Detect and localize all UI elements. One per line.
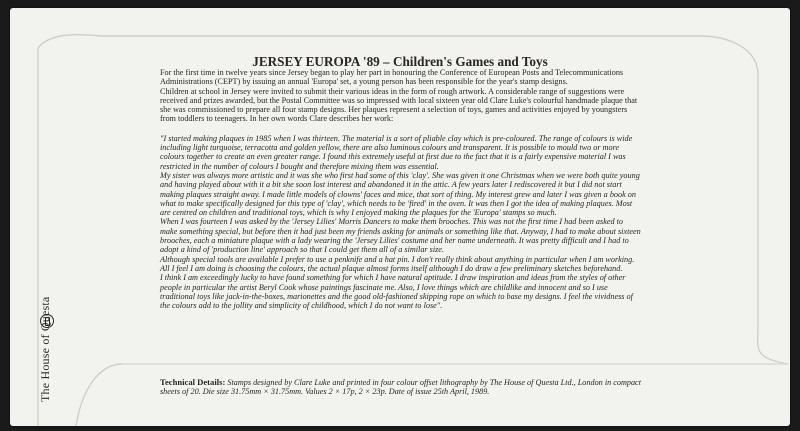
technical-details: [160, 378, 642, 397]
quote-paragraph: Although special tools are available I prefer to use a penknife and a hat pin. I don't really think about anything in particular when I am working. All I feel I am doing is choosing the colours, the actual plaque almost forms itself although I do draw a few preliminary sketches beforehand.: [160, 254, 635, 273]
article-body: [160, 68, 642, 310]
intro-paragraph: Children at school in Jersey were invited to submit their various ideas in the form of rough artwork. A considerable range of suggestions were received and prizes awarded, but the Postal Committee was so impressed with local sixteen year old Clare Luke's colourful handmade plaque that she was commissioned to prepare all four stamp designs. Her plaques represent a selection of toys, games and activities enjoyed by youngsters from toddlers to teenagers. In her own words Clare describes her work:: [160, 86, 638, 124]
quote-paragraph: I think I am exceedingly lucky to have found something for which I have natural aptitude. I draw inspiration and ideas from the styles of other people in particular the artist Beryl Cook whose paintings fascinate me. Also, I love things which are childlike and innocent and so I use traditional toys like jack-in-the-boxes, marionettes and the good old-fashioned skipping rope on which to base my designs. I feel the vividness of the colours add to the jollity and simplicity of childhood, which I do not want to lose".: [160, 273, 633, 311]
designer-quote: [160, 134, 642, 311]
quote-paragraph: My sister was always more artistic and it was she who first had some of this 'clay'. She was given it one Christmas when we were both quite young and having played about with it a bit she soon lost interest and abandoned it in the attic. A few years later I rediscovered it but I did not start making plaques straight away. I made little models of clowns' faces and mice, that sort of thing. My interest grew and later I was given a book on what to make specifically designed for this type of 'clay', which needs to be 'fired' in the oven. It was then I got the idea of making plaques. Most are centred on children and traditional toys, which is why I enjoyed making the plaques for the 'Europa' stamps so much.: [160, 170, 640, 218]
quote-paragraph: "I started making plaques in 1985 when I was thirteen. The material is a sort of pliable clay which is pre-coloured. The range of colours is wide including light turquoise, terracotta and golden yellow, there are also luminous colours and transparent. It is possible to mould two or more colours together to create an even greater range. I found this extremely useful at first due to the fact that it is a fairly expensive material I was restricted in the number of colours I bought and therefore mixing them was essential.: [160, 133, 633, 171]
document-title: JERSEY EUROPA '89 – Children's Games and Toys: [252, 54, 548, 69]
technical-details-label: Technical Details:: [160, 377, 226, 387]
printer-imprint: The House of Questa: [38, 296, 52, 402]
quote-paragraph: When I was fourteen I was asked by the 'Jersey Lilies' Morris Dancers to make them brooches. This was not the first time I had been asked to make something special, but before then it had just been my friends asking for animals or something like that. Anyway, I had to make about sixteen brooches, each a miniature plaque with a lady wearing the 'Jersey Lilies' costume and her name underneath. It was pretty difficult and I had to adopt a kind of 'production line' approach so that I could get them all of a similar size.: [160, 217, 641, 255]
intro-paragraph: For the first time in twelve years since Jersey began to play her part in honouring the Conference of European Posts and Telecommunications Administrations (CEPT) by issuing an annual 'Europa' set, a young person has been responsible for the year's stamp designs.: [160, 68, 624, 87]
technical-details-text: Stamps designed by Clare Luke and printed in four colour offset lithography by The House of Questa Ltd., London in compact sheets of 20. Die size 31.75mm × 31.75mm. Values 2 × 17p, 2 × 23p. Date of issue 25th April, 1989.: [160, 378, 641, 397]
